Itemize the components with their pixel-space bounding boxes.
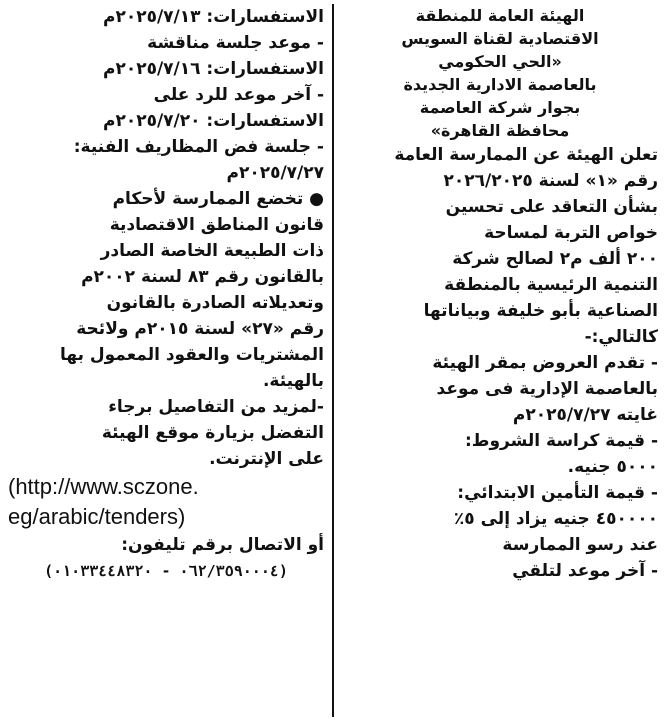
issuer-header (342, 4, 658, 142)
right-line: التنمية الرئيسية بالمنطقة (444, 275, 658, 295)
header-line: الهيئة العامة للمنطقة (415, 6, 585, 25)
left-line: الاستفسارات: ٢٠٢٥/٧/١٦م (102, 59, 324, 79)
phone-numbers: (٠٦٢/٣٥٩٠٠٠٤ - ٠١٠٣٣٤٤٨٣٢٠) (44, 562, 288, 580)
header-line: بجوار شركة العاصمة (419, 98, 581, 117)
right-line: ٤٥٠٠٠٠ جنيه يزاد إلى ٥٪ (453, 509, 658, 529)
right-column (334, 0, 666, 721)
left-line: -لمزيد من التفاصيل برجاء (108, 397, 324, 417)
left-line: قانون المناطق الاقتصادية (109, 215, 324, 235)
left-line: ٢٠٢٥/٧/٢٧م (226, 163, 324, 183)
left-line: - جلسة فض المظاريف الفنية: (73, 137, 324, 157)
contact-label: أو الاتصال برقم تليفون: (121, 535, 324, 555)
left-line: الاستفسارات: ٢٠٢٥/٧/٢٠م (102, 111, 324, 131)
right-line: - قيمة التأمين الابتدائي: (457, 483, 658, 503)
right-line: خواص التربة لمساحة (484, 223, 658, 243)
left-line: على الإنترنت. (209, 449, 324, 469)
right-line: غايته ٢٠٢٥/٧/٢٧م (512, 405, 658, 425)
right-line: - آخر موعد لتلقي (512, 561, 658, 581)
right-line: ٥٠٠٠ جنيه. (567, 457, 658, 477)
right-line: تعلن الهيئة عن الممارسة العامة (394, 145, 658, 165)
right-line: رقم «١» لسنة ٢٠٢٦/٢٠٢٥ (443, 171, 658, 191)
left-line: ● تخضع الممارسة لأحكام (112, 189, 324, 209)
left-line: التفضل بزيارة موقع الهيئة (101, 423, 324, 443)
right-line: - تقدم العروض بمقر الهيئة (432, 353, 658, 373)
right-line: الصناعية بأبو خليفة وبياناتها (423, 301, 658, 321)
right-line: - قيمة كراسة الشروط: (464, 431, 658, 451)
header-line: الاقتصادية لقناة السويس (401, 29, 599, 48)
header-line: محافظة القاهرة» (430, 121, 570, 140)
right-line: بشأن التعاقد على تحسين (445, 197, 658, 217)
left-line: المشتريات والعقود المعمول بها (59, 345, 324, 365)
left-line: بالقانون رقم ٨٣ لسنة ٢٠٠٢م (81, 267, 324, 287)
left-line: ذات الطبيعة الخاصة الصادر (100, 241, 324, 261)
right-line: ٢٠٠ ألف م٢ لصالح شركة (452, 249, 658, 269)
left-line: وتعديلاته الصادرة بالقانون (106, 293, 324, 313)
header-line: بالعاصمة الادارية الجديدة (403, 75, 597, 94)
right-line: بالعاصمة الإدارية فى موعد (436, 379, 658, 399)
header-line: «الحي الحكومي (438, 52, 562, 71)
left-line: - موعد جلسة مناقشة (147, 33, 324, 53)
website-url[interactable]: eg/arabic/tenders) (8, 504, 186, 529)
right-line: عند رسو الممارسة (502, 535, 658, 555)
left-line: الاستفسارات: ٢٠٢٥/٧/١٣م (102, 7, 324, 27)
left-line: بالهيئة. (262, 371, 324, 391)
left-line: - آخر موعد للرد على (153, 85, 324, 105)
website-url[interactable]: (http://www.sczone. (8, 474, 199, 499)
right-line: كالتالي:- (584, 327, 658, 347)
left-column (0, 0, 332, 721)
left-line: رقم «٢٧» لسنة ٢٠١٥م ولائحة (76, 319, 324, 339)
